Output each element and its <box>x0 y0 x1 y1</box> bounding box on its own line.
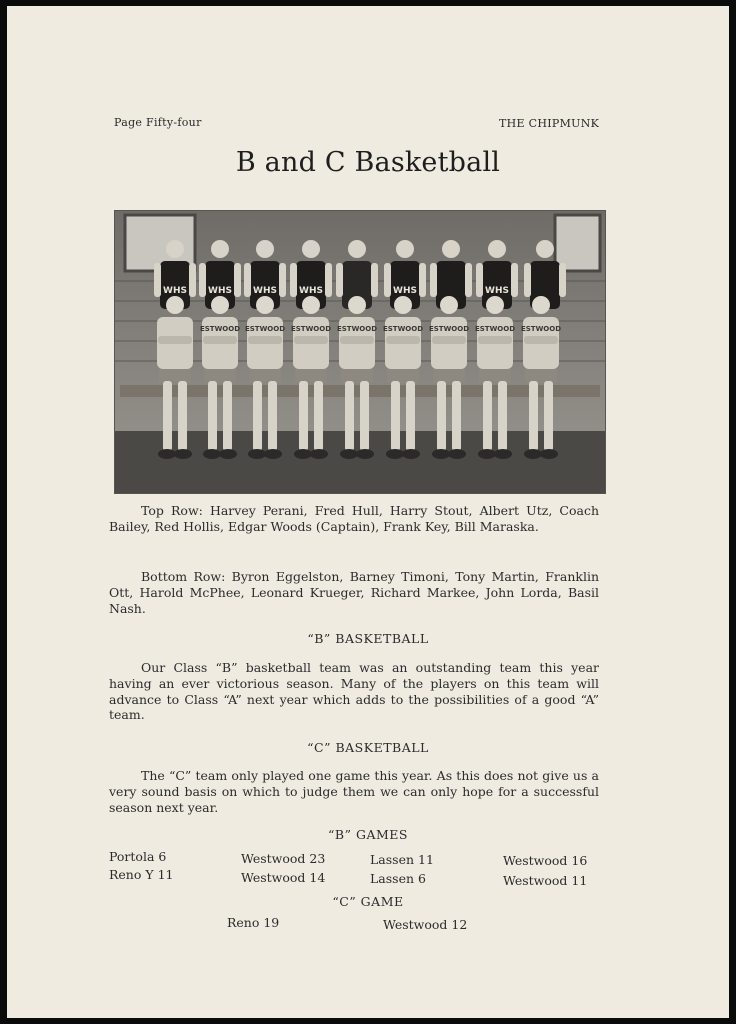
caption-top-row <box>109 503 599 535</box>
team-photo-image <box>115 211 605 493</box>
c-game-heading: “C” GAME <box>332 894 404 909</box>
b-basketball-heading: “B” BASKETBALL <box>307 631 429 646</box>
svg-text:WHS: WHS <box>299 286 323 296</box>
c-basketball-text: The “C” team only played one game this year. As this does not give us a very sound basis on which to judge them we can only hope for a successful season next year. <box>109 768 599 815</box>
b-game-1-westwood: Westwood 23 <box>241 851 326 866</box>
svg-text:WHS: WHS <box>485 286 509 296</box>
b-game-3-opponent: Reno Y 11 <box>109 867 174 882</box>
c-game-opponent: Reno 19 <box>227 915 280 930</box>
publication-name: THE CHIPMUNK <box>499 117 600 130</box>
b-game-3-westwood: Westwood 14 <box>241 870 326 885</box>
svg-text:ESTWOOD: ESTWOOD <box>474 325 516 333</box>
c-game-westwood: Westwood 12 <box>383 917 468 932</box>
caption-bottom-row <box>109 569 599 616</box>
b-game-2-opponent: Lassen 11 <box>370 852 434 867</box>
b-game-4-opponent: Lassen 6 <box>370 871 426 886</box>
svg-text:ESTWOOD: ESTWOOD <box>290 325 332 333</box>
page-title: B and C Basketball <box>235 147 501 178</box>
svg-text:WHS: WHS <box>163 286 187 296</box>
c-basketball-paragraph <box>109 768 599 815</box>
caption-top-row-text: Top Row: Harvey Perani, Fred Hull, Harry Stout, Albert Utz, Coach Bailey, Red Hollis, Edgar Woods (Captain), Frank Key, Bill Maraska. <box>109 503 599 534</box>
b-games-heading: “B” GAMES <box>328 827 408 842</box>
page-number: Page Fifty-four <box>114 116 202 129</box>
svg-text:ESTWOOD: ESTWOOD <box>244 325 286 333</box>
team-photo <box>114 210 606 494</box>
caption-bottom-row-text: Bottom Row: Byron Eggelston, Barney Timoni, Tony Martin, Franklin Ott, Harold McPhee, Leonard Krueger, Richard Markee, John Lorda, Basil Nash. <box>109 569 599 616</box>
b-game-1-opponent: Portola 6 <box>109 849 167 864</box>
b-game-2-westwood: Westwood 16 <box>503 853 588 868</box>
svg-text:ESTWOOD: ESTWOOD <box>428 325 470 333</box>
b-basketball-text: Our Class “B” basketball team was an outstanding team this year having an ever victorious season. Many of the players on this team will advance to Class “A” next year which adds to the possibilities of a good “A” team. <box>109 660 599 723</box>
svg-text:ESTWOOD: ESTWOOD <box>336 325 378 333</box>
svg-text:WHS: WHS <box>253 286 277 296</box>
svg-text:ESTWOOD: ESTWOOD <box>199 325 241 333</box>
svg-text:WHS: WHS <box>393 286 417 296</box>
c-basketball-heading: “C” BASKETBALL <box>307 740 429 755</box>
svg-text:WHS: WHS <box>208 286 232 296</box>
svg-text:ESTWOOD: ESTWOOD <box>520 325 562 333</box>
yearbook-page <box>7 6 729 1018</box>
svg-text:ESTWOOD: ESTWOOD <box>382 325 424 333</box>
b-basketball-paragraph <box>109 660 599 723</box>
b-game-4-westwood: Westwood 11 <box>503 873 588 888</box>
